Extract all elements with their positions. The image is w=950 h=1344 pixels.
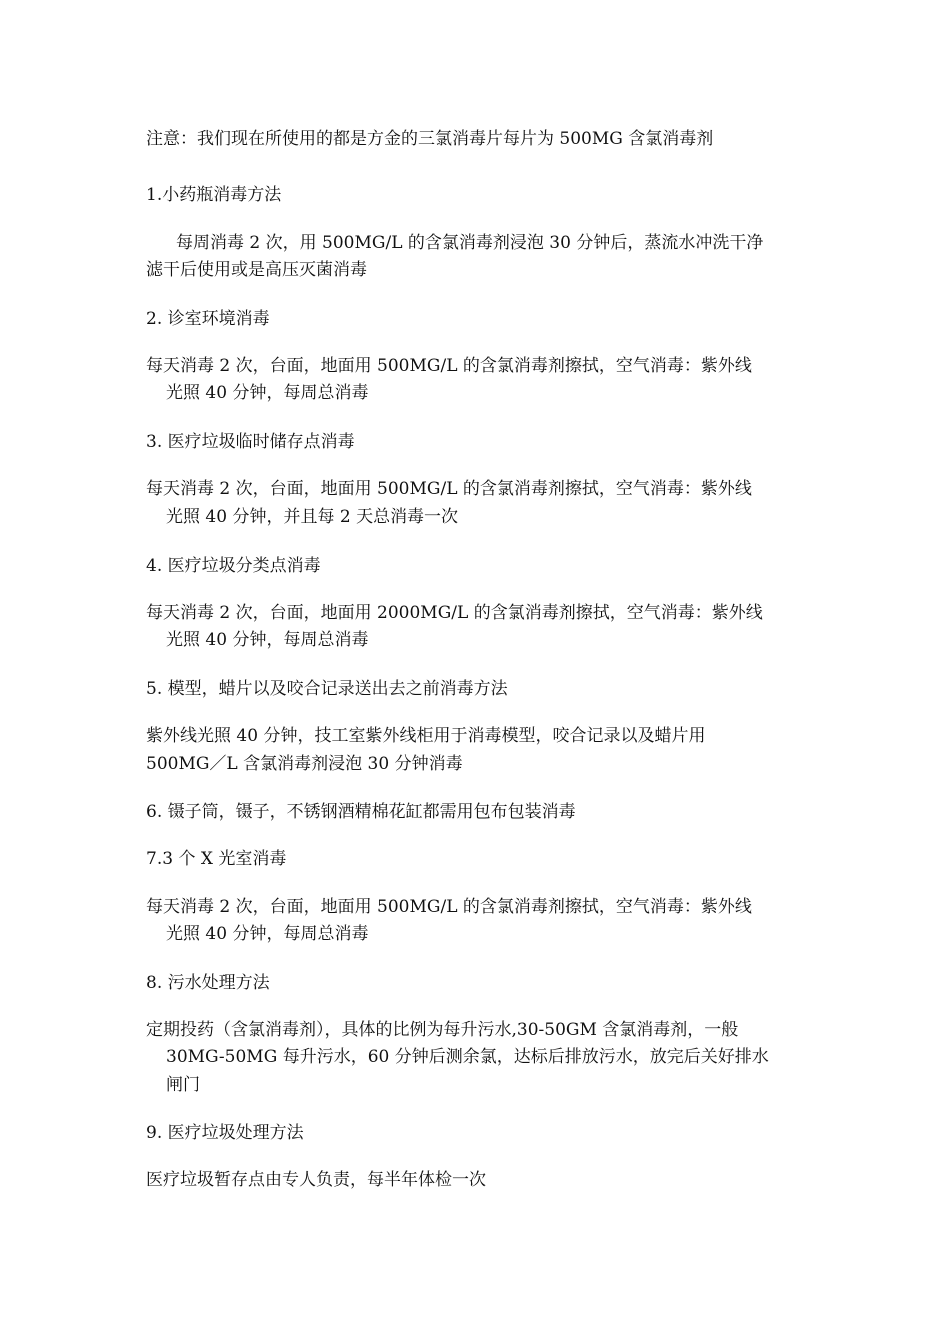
section-7-line-2: 光照 40 分钟，每周总消毒: [166, 924, 369, 944]
section-4-heading: 4. 医疗垃圾分类点消毒: [146, 556, 321, 576]
section-7-heading: 7.3 个 X 光室消毒: [146, 849, 287, 869]
section-5-heading: 5. 模型，蜡片以及咬合记录送出去之前消毒方法: [146, 679, 508, 699]
section-8-line-1: 定期投药（含氯消毒剂），具体的比例为每升污水,30-50GM 含氯消毒剂，一般: [146, 1020, 739, 1040]
section-1-heading: 1.小药瓶消毒方法: [146, 185, 282, 205]
note-line: 注意：我们现在所使用的都是方金的三氯消毒片每片为 500MG 含氯消毒剂: [146, 129, 714, 149]
section-2-heading: 2. 诊室环境消毒: [146, 309, 270, 329]
section-8-heading: 8. 污水处理方法: [146, 973, 270, 993]
section-9-heading: 9. 医疗垃圾处理方法: [146, 1123, 304, 1143]
section-3-line-1: 每天消毒 2 次，台面，地面用 500MG/L 的含氯消毒剂擦拭，空气消毒：紫外线: [146, 479, 752, 499]
section-8-line-2: 30MG-50MG 每升污水，60 分钟后测余氯，达标后排放污水，放完后关好排水: [166, 1047, 769, 1067]
section-1-line-1: 每周消毒 2 次，用 500MG/L 的含氯消毒剂浸泡 30 分钟后，蒸流水冲洗干净: [176, 233, 764, 253]
section-2-line-2: 光照 40 分钟，每周总消毒: [166, 383, 369, 403]
section-9-line-1: 医疗垃圾暂存点由专人负责，每半年体检一次: [146, 1170, 486, 1190]
section-5-line-1: 紫外线光照 40 分钟，技工室紫外线柜用于消毒模型，咬合记录以及蜡片用: [146, 726, 706, 746]
section-8-line-3: 闸门: [166, 1075, 200, 1095]
section-3-heading: 3. 医疗垃圾临时储存点消毒: [146, 432, 355, 452]
section-5-line-2: 500MG／L 含氯消毒剂浸泡 30 分钟消毒: [146, 754, 463, 774]
section-4-line-1: 每天消毒 2 次，台面，地面用 2000MG/L 的含氯消毒剂擦拭，空气消毒：紫外线: [146, 603, 763, 623]
section-1-line-2: 滤干后使用或是高压灭菌消毒: [146, 260, 367, 280]
section-7-line-1: 每天消毒 2 次，台面，地面用 500MG/L 的含氯消毒剂擦拭，空气消毒：紫外线: [146, 897, 752, 917]
section-6-heading: 6. 镊子筒，镊子，不锈钢酒精棉花缸都需用包布包装消毒: [146, 802, 576, 822]
section-3-line-2: 光照 40 分钟，并且每 2 天总消毒一次: [166, 507, 459, 527]
section-2-line-1: 每天消毒 2 次，台面，地面用 500MG/L 的含氯消毒剂擦拭，空气消毒：紫外线: [146, 356, 752, 376]
section-4-line-2: 光照 40 分钟，每周总消毒: [166, 630, 369, 650]
